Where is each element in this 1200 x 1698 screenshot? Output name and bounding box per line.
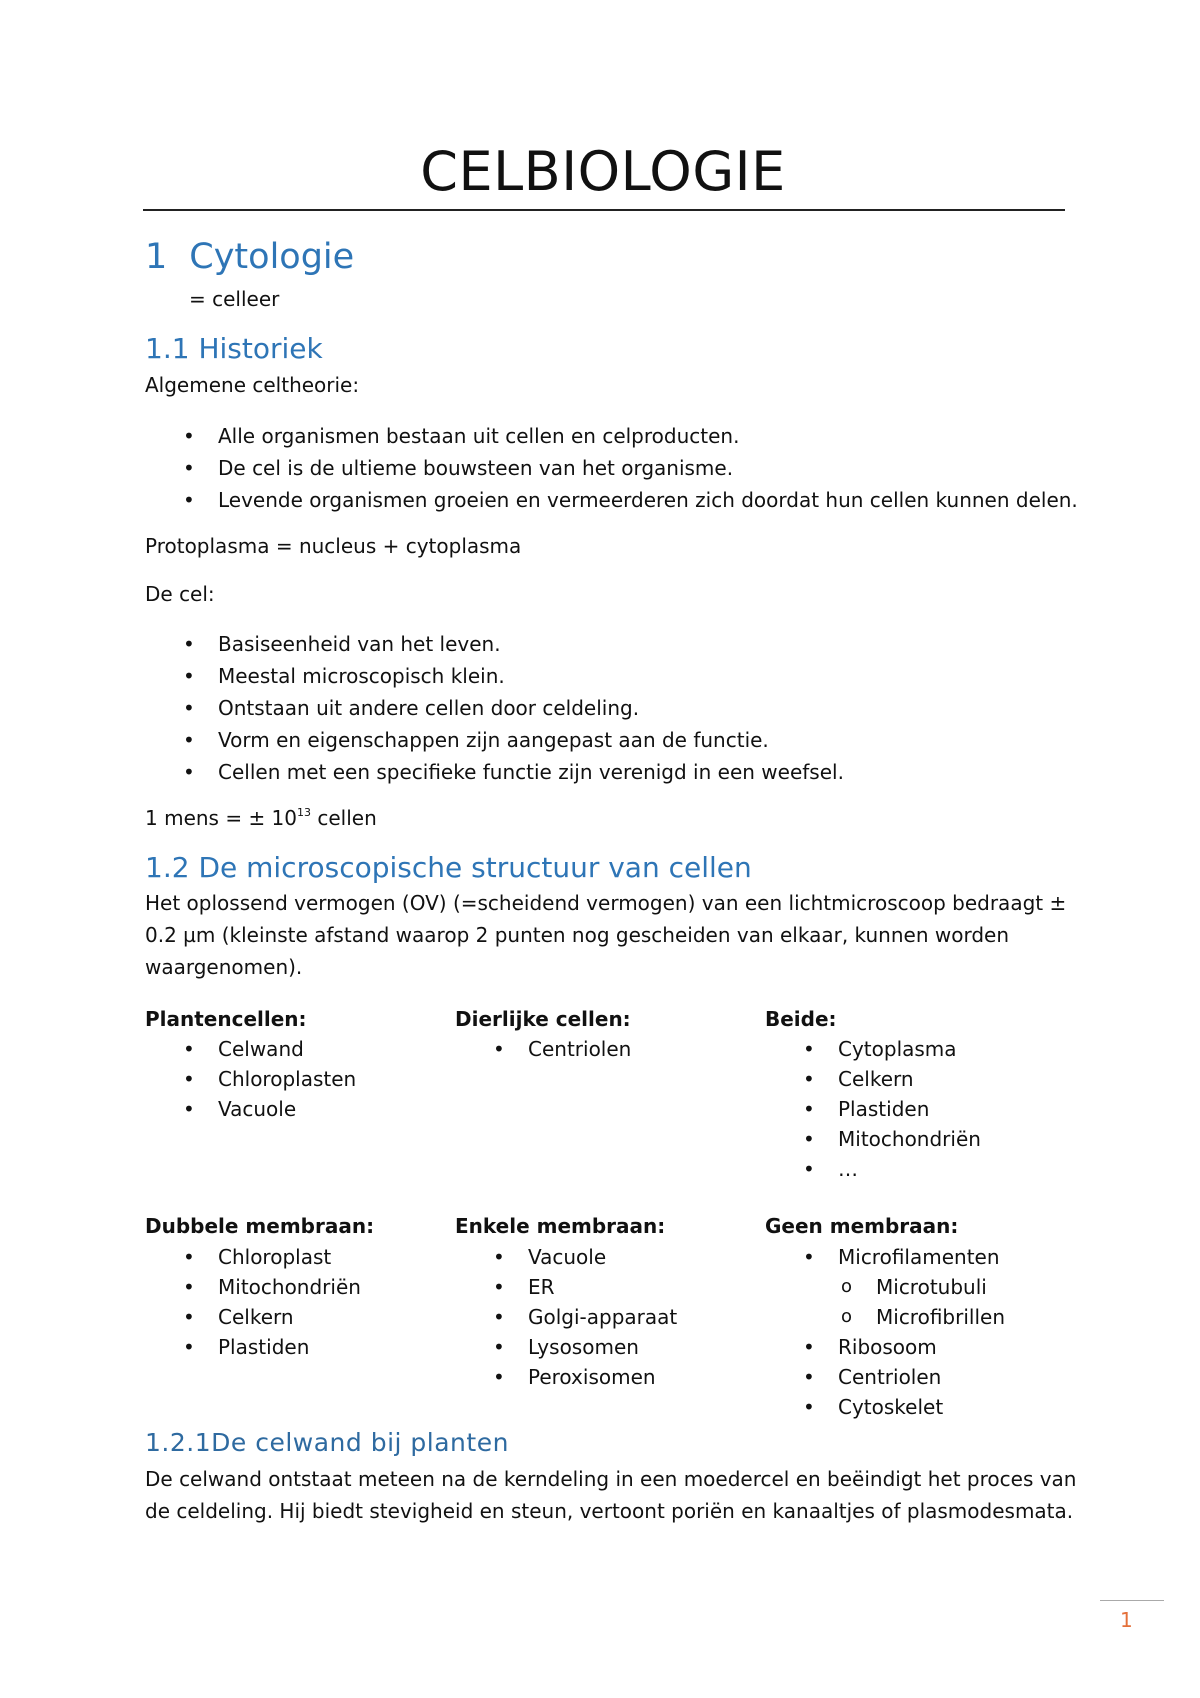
dierlijke-cellen-label: Dierlijke cellen: — [455, 1007, 631, 1031]
heading-1-1-number: 1.1 — [145, 332, 190, 365]
bullet-icon: • — [183, 456, 195, 480]
list-item-text: … — [838, 1157, 858, 1181]
beide-label: Beide: — [765, 1007, 837, 1031]
plantencellen-label: Plantencellen: — [145, 1007, 307, 1031]
list-item — [455, 1332, 677, 1362]
list-item — [455, 1302, 677, 1332]
bullet-icon: • — [183, 1067, 195, 1091]
document-title: CELBIOLOGIE — [420, 140, 786, 203]
bullet-icon: • — [803, 1335, 815, 1359]
bullet-icon: • — [493, 1305, 505, 1329]
plantencellen-list — [145, 1034, 356, 1124]
heading-1-1-title: Historiek — [198, 332, 323, 365]
title-underline — [143, 209, 1065, 211]
list-item — [145, 660, 844, 692]
list-item — [145, 1272, 361, 1302]
beide-list — [765, 1034, 981, 1184]
bullet-icon: • — [183, 1335, 195, 1359]
bullet-icon: • — [493, 1037, 505, 1061]
celwand-paragraph-line: De celwand ontstaat meteen na de kerndeling in een moedercel en beëindigt het proces van — [145, 1467, 1077, 1491]
list-item-text: Celkern — [218, 1305, 294, 1329]
list-item-text: Celkern — [838, 1067, 914, 1091]
list-item-text: Golgi-apparaat — [528, 1305, 678, 1329]
bullet-icon: • — [183, 1245, 195, 1269]
list-item-text: Microfilamenten — [838, 1245, 1000, 1269]
bullet-icon: • — [493, 1245, 505, 1269]
bullet-icon: • — [183, 664, 195, 688]
list-item — [765, 1332, 1000, 1362]
heading-1-subtitle: = celleer — [189, 287, 280, 311]
bullet-icon: • — [183, 424, 195, 448]
heading-1-title: Cytologie — [189, 237, 355, 277]
heading-1-2-1-number: 1.2.1 — [145, 1428, 212, 1457]
list-item-text: Microfibrillen — [876, 1305, 1005, 1329]
list-item-text: De cel is de ultieme bouwsteen van het organisme. — [218, 456, 734, 480]
bullet-icon: • — [803, 1395, 815, 1419]
list-item — [145, 1064, 356, 1094]
circle-bullet-icon: o — [841, 1306, 853, 1327]
page-number: 1 — [1120, 1608, 1133, 1632]
list-item — [145, 1302, 361, 1332]
mens-prefix: 1 mens = ± 10 — [145, 806, 298, 830]
list-item — [765, 1064, 981, 1094]
list-item — [765, 1272, 1005, 1332]
mens-suffix: cellen — [311, 806, 377, 830]
list-item-text: Ribosoom — [838, 1335, 937, 1359]
heading-1-2-1 — [145, 1428, 509, 1458]
list-item-text: Plastiden — [218, 1335, 310, 1359]
bullet-icon: • — [493, 1365, 505, 1389]
list-item-text: Microtubuli — [876, 1275, 987, 1299]
mens-exponent: 13 — [297, 806, 312, 819]
bullet-icon: • — [183, 728, 195, 752]
list-item — [765, 1094, 981, 1124]
enkele-membraan-list — [455, 1242, 677, 1392]
list-item — [145, 724, 844, 756]
bullet-icon: • — [803, 1127, 815, 1151]
list-item-text: Plastiden — [838, 1097, 930, 1121]
list-item — [145, 756, 844, 788]
list-item — [145, 1094, 356, 1124]
list-item — [765, 1362, 1000, 1392]
list-item — [455, 1034, 631, 1064]
list-item-text: Mitochondriën — [838, 1127, 981, 1151]
list-item-text: Cytoskelet — [838, 1395, 944, 1419]
list-item-text: Chloroplast — [218, 1245, 332, 1269]
dubbele-membraan-list — [145, 1242, 361, 1362]
bullet-icon: • — [803, 1067, 815, 1091]
bullet-icon: • — [803, 1097, 815, 1121]
circle-bullet-icon: o — [841, 1276, 853, 1297]
list-item — [765, 1242, 1000, 1272]
bullet-icon: • — [803, 1037, 815, 1061]
sub-list — [803, 1272, 1038, 1332]
list-item — [765, 1034, 981, 1064]
sub-list-item — [803, 1272, 1038, 1302]
list-item-text: ER — [528, 1275, 555, 1299]
ov-paragraph-line: 0.2 µm (kleinste afstand waarop 2 punten nog gescheiden van elkaar, kunnen worden — [145, 923, 1010, 947]
bullet-icon: • — [493, 1275, 505, 1299]
bullet-icon: • — [183, 1037, 195, 1061]
list-item-text: Chloroplasten — [218, 1067, 357, 1091]
list-item-text: Lysosomen — [528, 1335, 639, 1359]
sub-list-item — [803, 1302, 1038, 1332]
bullet-icon: • — [493, 1335, 505, 1359]
bullet-icon: • — [183, 1097, 195, 1121]
list-item-text: Vacuole — [528, 1245, 607, 1269]
list-item-text: Alle organismen bestaan uit cellen en celproducten. — [218, 424, 740, 448]
enkele-membraan-label: Enkele membraan: — [455, 1214, 666, 1238]
bullet-icon: • — [803, 1157, 815, 1181]
list-item-text: Vorm en eigenschappen zijn aangepast aan de functie. — [218, 728, 769, 752]
list-item — [455, 1272, 677, 1302]
geen-membraan-label: Geen membraan: — [765, 1214, 959, 1238]
ov-paragraph-line: Het oplossend vermogen (OV) (=scheidend vermogen) van een lichtmicroscoop bedraagt ± — [145, 891, 1067, 915]
list-item — [765, 1392, 1000, 1422]
heading-1-2-1-title: De celwand bij planten — [211, 1428, 509, 1457]
ov-paragraph-line: waargenomen). — [145, 955, 303, 979]
list-item-text: Mitochondriën — [218, 1275, 361, 1299]
list-item — [145, 1034, 356, 1064]
heading-1-1 — [145, 332, 323, 366]
heading-1-2-number: 1.2 — [145, 851, 190, 884]
list-item-text: Cytoplasma — [838, 1037, 957, 1061]
dubbele-membraan-label: Dubbele membraan: — [145, 1214, 375, 1238]
cel-intro: De cel: — [145, 582, 215, 606]
list-item — [145, 484, 1078, 516]
theory-intro: Algemene celtheorie: — [145, 373, 360, 397]
celwand-paragraph-line: de celdeling. Hij biedt stevigheid en steun, vertoont poriën en kanaaltjes of plasmodesmata. — [145, 1499, 1074, 1523]
bullet-icon: • — [183, 632, 195, 656]
list-item-text: Vacuole — [218, 1097, 297, 1121]
theory-list — [145, 420, 1078, 516]
heading-1-2 — [145, 851, 752, 885]
bullet-icon: • — [183, 1305, 195, 1329]
list-item — [765, 1154, 981, 1184]
list-item-text: Cellen met een specifieke functie zijn verenigd in een weefsel. — [218, 760, 844, 784]
list-item — [765, 1124, 981, 1154]
list-item — [145, 692, 844, 724]
bullet-icon: • — [803, 1245, 815, 1269]
footer-rule — [1100, 1600, 1164, 1601]
dierlijke-cellen-list — [455, 1034, 631, 1064]
protoplasma-line: Protoplasma = nucleus + cytoplasma — [145, 534, 522, 558]
cel-list — [145, 628, 844, 788]
list-item-text: Levende organismen groeien en vermeerderen zich doordat hun cellen kunnen delen. — [218, 488, 1078, 512]
bullet-icon: • — [803, 1365, 815, 1389]
geen-membraan-list — [765, 1242, 1005, 1422]
mens-cellen-line — [145, 805, 377, 831]
bullet-icon: • — [183, 1275, 195, 1299]
list-item — [145, 452, 1078, 484]
bullet-icon: • — [183, 488, 195, 512]
list-item — [145, 420, 1078, 452]
list-item-text: Meestal microscopisch klein. — [218, 664, 505, 688]
list-item-text: Peroxisomen — [528, 1365, 656, 1389]
bullet-icon: • — [183, 696, 195, 720]
list-item-text: Celwand — [218, 1037, 304, 1061]
list-item-text: Centriolen — [528, 1037, 632, 1061]
heading-1 — [145, 237, 354, 277]
list-item — [145, 1242, 361, 1272]
list-item-text: Ontstaan uit andere cellen door celdeling. — [218, 696, 640, 720]
heading-1-number: 1 — [145, 237, 168, 277]
list-item — [455, 1362, 677, 1392]
list-item-text: Basiseenheid van het leven. — [218, 632, 501, 656]
bullet-icon: • — [183, 760, 195, 784]
list-item — [145, 1332, 361, 1362]
list-item — [145, 628, 844, 660]
heading-1-2-title: De microscopische structuur van cellen — [198, 851, 752, 884]
list-item-text: Centriolen — [838, 1365, 942, 1389]
list-item — [455, 1242, 677, 1272]
